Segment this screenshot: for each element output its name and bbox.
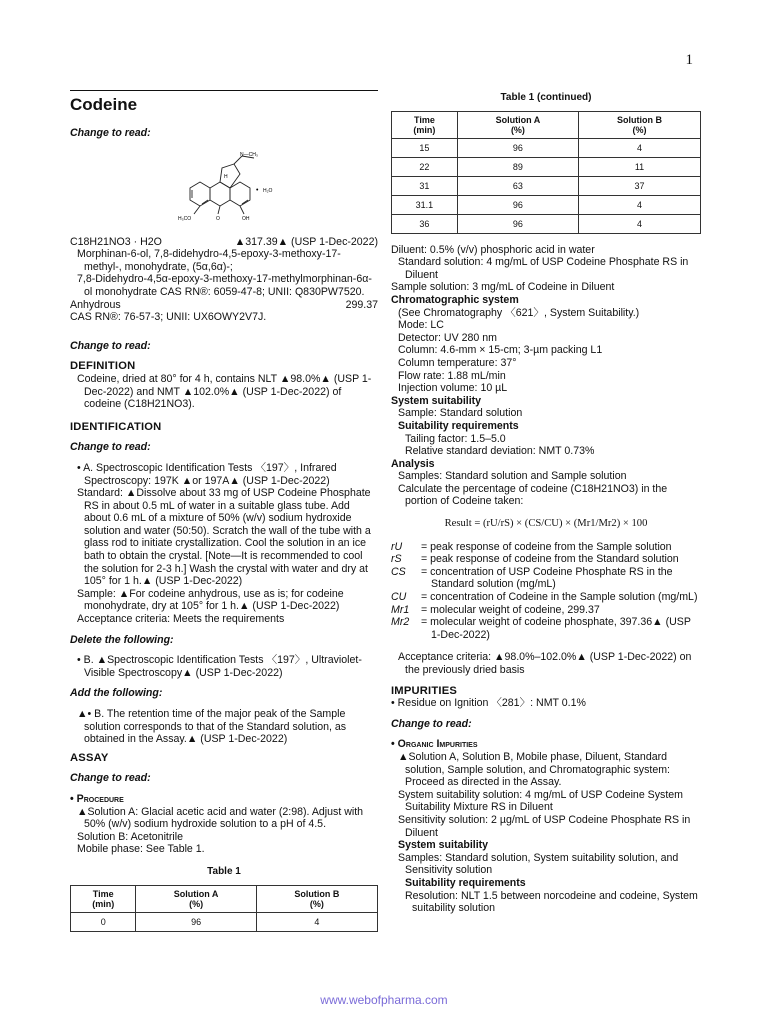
anhydrous-row [70,299,378,312]
chemical-name-1: Morphinan-6-ol, 7,8-didehydro-4,5-epoxy-3-methoxy-17-methyl-, monohydrate, (5α,6α)-; [77,248,341,273]
org-suitability-requirements: Suitability requirements [405,876,526,889]
structure-dot: • [256,186,259,194]
sensitivity-solution-text: Sensitivity solution: 2 µg/mL of USP Codeine Phosphate RS in Diluent [398,813,691,839]
structure-h: H [224,173,228,180]
definition-symbol: CS [391,565,406,578]
table-cell: 31 [392,176,458,195]
rsd-text: Relative standard deviation: NMT 0.73% [405,445,595,458]
chemical-name-2: 7,8-Didehydro-4,5α-epoxy-3-methoxy-17-methylmorphinan-6α-ol monohydrate CAS RN®: 6059-47-8; UNII: Q830PW7520. [77,273,372,298]
identification-a-standard: Standard: ▲Dissolve about 33 mg of USP Codeine Phosphate RS in about 0.5 mL of water in a suitable glass tube. Add about 0.6 mL of a mixture of 50% (w/v) sodium hydroxide solution and water (50:50). Scratch the wall of the tube with a glass rod to initiate crystallization. Cool the solution in an ice bath to obtain the crystal. [Note—It is recommended to cool the solution for 2-3 h.] Wash the crystal with water and dry at 105° for 1 h.▲ (USP 1-Dec-2022) [77,487,371,588]
table-cell: 4 [579,195,701,214]
change-to-read-label: Change to read: [70,441,151,454]
table-header-solution-b: Solution B (%) [256,885,377,912]
identification-a-acceptance: Acceptance criteria: Meets the requirements [77,613,285,626]
structure-h3co: H₃CO [178,215,192,222]
page-number: 1 [685,52,693,68]
residue-on-ignition-text: • Residue on Ignition 〈281〉: NMT 0.1% [391,697,586,710]
table-cell: 15 [392,138,458,157]
anhydrous-cas: CAS RN®: 76-57-3; UNII: UX6OWY2V7J. [70,311,267,324]
analysis-calculation-text: Calculate the percentage of codeine (C18H21NO3) in the portion of Codeine taken: [398,482,668,508]
definition-symbol: Mr1 [391,603,410,616]
organic-impurities-solutions: ▲Solution A, Solution B, Mobile phase, Diluent, Standard solution, Sample solution, and Chromatographic system: Proceed as directed in the Assay. [398,750,670,789]
table-cell: 31.1 [392,195,458,214]
table-cell: 96 [457,195,578,214]
formula-row [70,236,378,249]
solution-b-text: Solution B: Acetonitrile [77,830,183,843]
resolution-text: Resolution: NLT 1.5 between norcodeine and codeine, System suitability solution [405,889,698,915]
table-row [392,157,701,176]
impurities-heading: IMPURITIES [391,684,458,697]
table-header-solution-a: Solution A (%) [136,885,256,912]
chromatographic-see-text: (See Chromatography 〈621〉, System Suitability.) [398,306,640,319]
right-column [391,92,701,915]
analysis-samples-text: Samples: Standard solution and Sample solution [398,470,627,483]
definition-symbol: CU [391,591,407,604]
definition-meaning: = peak response of codeine from the Sample solution [421,540,672,553]
anhydrous-label: Anhydrous [70,298,121,311]
identification-b-deleted: • B. ▲Spectroscopic Identification Tests 〈197〉, Ultraviolet-Visible Spectroscopy▲ (USP 1-Dec-2022) [77,654,362,679]
org-system-suitability-heading: System suitability [398,839,489,852]
change-to-read-label: Change to read: [70,127,151,139]
table-cell: 37 [579,176,701,195]
result-equation: Result = (rU/rS) × (CS/CU) × (Mr1/Mr2) × 100 [444,518,648,530]
table-row [392,195,701,214]
anhydrous-mw: 299.37 [345,298,378,311]
definition-row [391,616,701,641]
definition-heading: DEFINITION [70,360,136,373]
identification-a-title: • A. Spectroscopic Identification Tests 〈197〉, Infrared Spectroscopy: 197K ▲or 197A▲ (USP 1-Dec-2022) [77,461,337,487]
identification-a-sample: Sample: ▲For codeine anhydrous, use as is; for codeine monohydrate, dry at 105° for 1 h.▲ (USP 1-Dec-2022) [77,587,344,613]
definition-meaning: = peak response of codeine from the Standard solution [421,553,679,566]
table-header-time: Time (min) [392,111,458,138]
definition-meaning: = concentration of Codeine in the Sample solution (mg/mL) [421,591,698,604]
definition-row [391,604,701,617]
change-to-read-label: Change to read: [391,717,472,730]
definition-row [391,566,701,591]
table-cell: 63 [457,176,578,195]
chromatographic-system-heading: Chromatographic system [391,293,519,306]
definition-meaning: = molecular weight of codeine phosphate, 397.36▲ (USP 1-Dec-2022) [421,616,691,641]
table-1-continued-caption: Table 1 (continued) [500,92,592,103]
mode-text: Mode: LC [398,319,444,332]
molecular-formula: C18H21NO3 · H2O [70,235,162,248]
change-to-read-label: Change to read: [70,339,151,352]
definition-row [391,591,701,604]
table-cell: 96 [457,138,578,157]
table-cell: 22 [392,157,458,176]
table-row [392,176,701,195]
table-cell: 0 [71,912,136,931]
ss-sample-text: Sample: Standard solution [398,407,523,420]
add-following-label: Add the following: [70,687,163,700]
definition-text: Codeine, dried at 80° for 4 h, contains NLT ▲98.0%▲ (USP 1-Dec-2022) and NMT ▲102.0%▲ (USP 1-Dec-2022) of codeine (C18H21NO3). [77,372,372,411]
definition-symbol: rU [391,540,403,553]
definition-row [391,541,701,554]
table-row [392,138,701,157]
codeine-structure-diagram [170,148,280,228]
standard-solution-text: Standard solution: 4 mg/mL of USP Codeine Phosphate RS in Diluent [398,256,689,281]
table-header-solution-b: Solution B (%) [579,111,701,138]
definition-symbol: rS [391,553,402,566]
change-to-read-label: Change to read: [70,772,151,785]
table-header-time: Time (min) [71,885,136,912]
table-header-solution-a: Solution A (%) [457,111,578,138]
tailing-factor-text: Tailing factor: 1.5–5.0 [405,432,506,445]
structure-h2o: H₂O [263,187,273,194]
organic-impurities-heading: • Organic Impurities [391,738,478,751]
column-temperature-text: Column temperature: 37° [398,356,517,369]
flow-rate-text: Flow rate: 1.88 mL/min [398,369,506,382]
injection-volume-text: Injection volume: 10 µL [398,382,508,395]
mobile-phase-text: Mobile phase: See Table 1. [77,843,205,856]
assay-heading: ASSAY [70,751,109,764]
definition-symbol: Mr2 [391,616,410,629]
structure-n-ch3: N—CH₃ [240,151,258,158]
procedure-heading: • Procedure [70,792,124,805]
table-cell: 89 [457,157,578,176]
table-cell: 96 [136,912,256,931]
molecular-weight: ▲317.39▲ (USP 1-Dec-2022) [234,235,378,248]
detector-text: Detector: UV 280 nm [398,331,497,344]
table-row [71,912,378,931]
identification-heading: IDENTIFICATION [70,420,162,433]
identification-b-added: ▲• B. The retention time of the major peak of the Sample solution corresponds to that of the Standard solution, as obtained in the Assay.▲ (USP 1-Dec-2022) [77,708,347,746]
structure-o: O [216,215,220,222]
table-1-caption: Table 1 [207,865,241,877]
definition-meaning: = concentration of USP Codeine Phosphate RS in the Standard solution (mg/mL) [421,565,673,591]
sample-solution-text: Sample solution: 3 mg/mL of Codeine in Diluent [391,281,615,294]
diluent-text: Diluent: 0.5% (v/v) phosphoric acid in water [391,243,595,256]
structure-oh: OH [242,215,250,222]
system-suitability-heading: System suitability [391,394,482,407]
definition-meaning: = molecular weight of codeine, 299.37 [421,603,600,616]
table-cell: 4 [256,912,377,931]
table-cell: 96 [457,214,578,233]
table-cell: 11 [579,157,701,176]
table-cell: 4 [579,138,701,157]
left-column [70,90,378,932]
system-suitability-solution-text: System suitability solution: 4 mg/mL of USP Codeine System Suitability Mixture RS in Diluent [398,788,683,814]
delete-following-label: Delete the following: [70,633,174,646]
footer-url[interactable]: www.webofpharma.com [320,993,448,1007]
table-cell: 36 [392,214,458,233]
gradient-table-1-continued [391,111,701,234]
solution-a-text: ▲Solution A: Glacial acetic acid and water (2:98). Adjust with 50% (w/v) sodium hydroxide solution to a pH of 4.5. [77,805,364,831]
analysis-heading: Analysis [391,457,435,470]
column-text: Column: 4.6-mm × 15-cm; 3-µm packing L1 [398,344,603,357]
org-samples-text: Samples: Standard solution, System suitability solution, and Sensitivity solution [398,851,679,877]
acceptance-criteria-text: Acceptance criteria: ▲98.0%–102.0%▲ (USP 1-Dec-2022) on the previously dried basis [398,651,692,676]
gradient-table-1 [70,885,378,932]
suitability-requirements-heading: Suitability requirements [398,419,519,432]
definition-row [391,553,701,566]
table-cell: 4 [579,214,701,233]
table-row [392,214,701,233]
monograph-title: Codeine [70,90,378,115]
